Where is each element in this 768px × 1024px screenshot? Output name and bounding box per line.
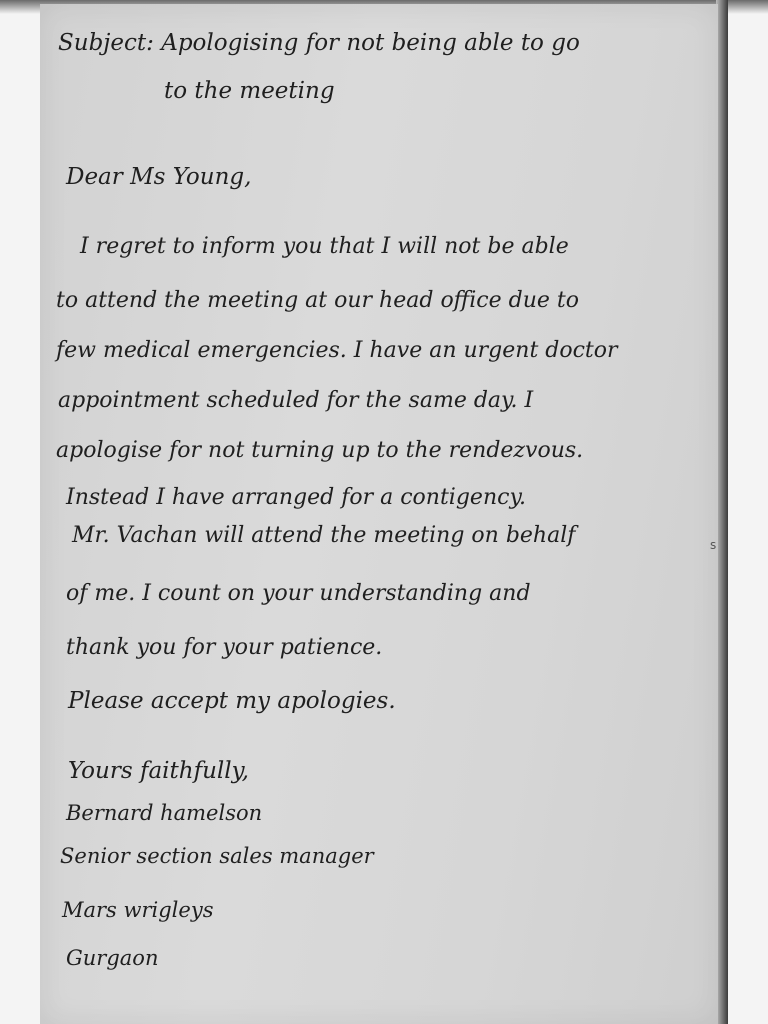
subject-line-1: Subject: Apologising for not being able to go <box>58 30 580 56</box>
closing-line: Please accept my apologies. <box>68 688 396 714</box>
sign-off: Yours faithfully, <box>68 758 249 784</box>
margin-mark: s <box>710 538 717 552</box>
sender-designation: Senior section sales manager <box>60 844 374 868</box>
sender-name: Bernard hamelson <box>66 801 263 825</box>
body-line-3: few medical emergencies. I have an urgent doctor <box>56 338 618 363</box>
sender-company: Mars wrigleys <box>62 898 214 922</box>
body-line-1: I regret to inform you that I will not be able <box>80 234 569 259</box>
body-line-9: thank you for your patience. <box>66 635 383 660</box>
body-line-7: Mr. Vachan will attend the meeting on behalf <box>72 523 576 548</box>
body-line-6: Instead I have arranged for a contigency. <box>66 485 526 510</box>
sender-city: Gurgaon <box>66 946 159 970</box>
body-line-4: appointment scheduled for the same day. I <box>58 388 534 413</box>
body-line-8: of me. I count on your understanding and <box>66 581 531 606</box>
body-line-2: to attend the meeting at our head office due to <box>56 288 579 313</box>
body-line-5: apologise for not turning up to the rendezvous. <box>56 438 584 463</box>
subject-line-2: to the meeting <box>164 78 335 104</box>
salutation: Dear Ms Young, <box>66 164 252 190</box>
letter-paper <box>40 4 718 1024</box>
